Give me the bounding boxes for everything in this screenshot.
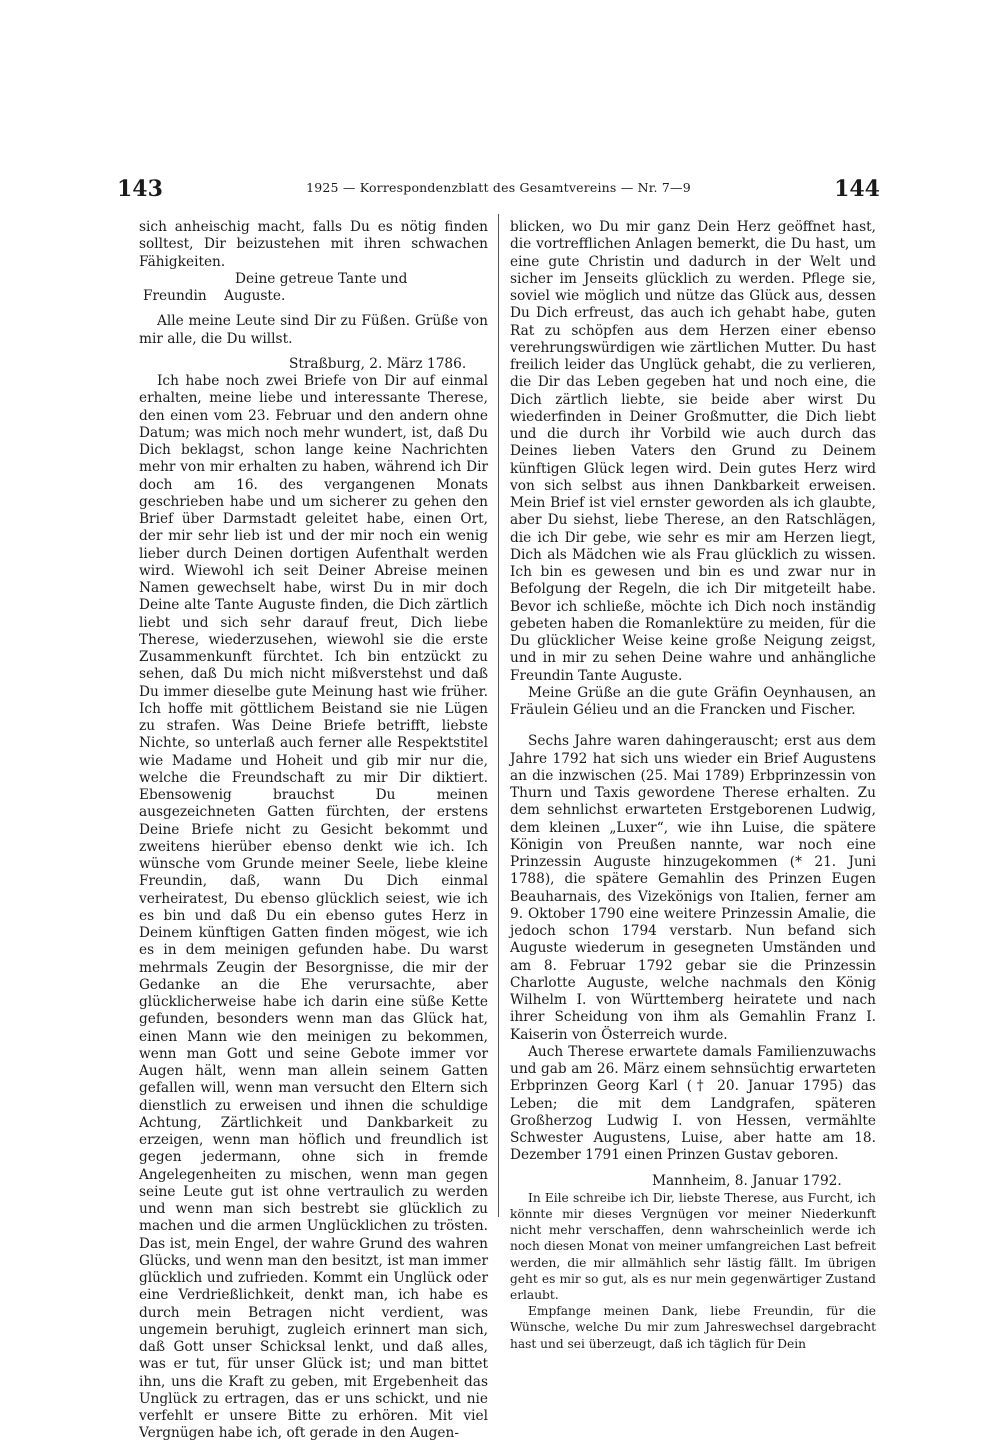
paragraph: Meine Grüße an die gute Gräfin Oeynhausen, an Fräulein Gélieu und an die Francken und Fischer. — [510, 684, 876, 718]
page-number-left: 143 — [117, 176, 163, 202]
running-title: 1925 — Korrespondenzblatt des Gesamtvereins — Nr. 7—9 — [306, 180, 691, 195]
letter-dateline: Straßburg, 2. März 1786. — [289, 355, 467, 372]
column-divider — [498, 214, 499, 1217]
signature-line: Freundin Auguste. — [143, 288, 286, 304]
paragraph: blicken, wo Du mir ganz Dein Herz geöffnet hast, die vortrefflichen Anlagen bemerkt, die Du hast, um eine gute Christin und dadurch in der Welt und sicher im Jenseits glücklich zu werden. Pflege sie, soviel wie möglich und nütze das Glück aus, dessen Du Dich erfreust, das auch ich gehabt habe, guten Rat zu schöpfen aus dem Herzen einer ebenso verehrungswürdigen wie zärtlichen Mutter. Du hast freilich leider das Unglück gehabt, die zu verlieren, die Dir das Leben gegeben hat und noch eine, die Dich zärtlich liebte, sie beide aber wirst Du wiederfinden in Deiner Großmutter, die Dich liebt und die durch ihr Vorbild wie auch durch das Deines lieben Vaters den Grund zu Deinem künftigen Glück legen wird. Dein gutes Herz wird von sich selbst aus ihnen Dankbarkeit erweisen. Mein Brief ist viel ernster geworden als ich glaubte, aber Du siehst, liebe Therese, an den Ratschlägen, die ich Dir gebe, wie sehr es mir am Herzen liegt, Dich als Mädchen wie als Frau glücklich zu wissen. Ich bin es gewesen und bin es und zwar nur in Befolgung der Regeln, die ich Dir mitgeteilt habe. Bevor ich schließe, möchte ich Dich noch inständig gebeten haben die Romanlektüre zu meiden, für die Du glücklicher Weise keine große Neigung zeigst, und in mir zu sehen Deine wahre und anhängliche Freundin Tante Auguste. — [510, 219, 876, 684]
right-column — [510, 219, 876, 1352]
letter-dateline: Mannheim, 8. Januar 1792. — [652, 1172, 842, 1189]
paragraph: Auch Therese erwartete damals Familienzuwachs und gab am 26. März einem sehnsüchtig erwarteten Erbprinzen Georg Karl († 20. Januar 1795) das Leben; die mit dem Landgrafen, späteren Großherzog Ludwig I. von Hessen, vermählte Schwester Augustens, Luise, aber hatte am 18. Dezember 1791 einen Prinzen Gustav geboren. — [510, 1043, 876, 1164]
left-column — [139, 219, 488, 1443]
paragraph: Ich habe noch zwei Briefe von Dir auf einmal erhalten, meine liebe und interessante Therese, den einen vom 23. Februar und den andern ohne Datum; was mich noch mehr wundert, ist, daß Du Dich beklagst, schon lange keine Nachrichten mehr von mir erhalten zu haben, während ich Dir doch am 16. des vergangenen Monats geschrieben habe und um sicherer zu gehen den Brief über Darmstadt geleitet habe, einen Ort, der mir sehr lieb ist und der mir noch ein wenig lieber durch Deinen dortigen Aufenthalt werden wird. Wiewohl ich seit Deiner Abreise meinen Namen gewechselt habe, wirst Du in mir doch Deine alte Tante Auguste finden, die Dich zärtlich liebt und sich sehr darauf freut, Dich liebe Therese, wiederzusehen, wiewohl sie die erste Zusammenkunft fürchtet. Ich bin entzückt zu sehen, daß Du mich nicht mißverstehst und daß Du immer dieselbe gute Meinung hast wie früher. Ich hoffe mit göttlichem Beistand sie nie Lügen zu strafen. Was Deine Briefe betrifft, liebste Nichte, so unterlaß auch ferner alle Respektstitel wie Madame und Hoheit und gib mir nur die, welche die Freundschaft zu mir Dir diktiert. Ebensowenig brauchst Du meinen ausgezeichneten Gatten fürchten, der erstens Deine Briefe nicht zu Gesicht bekommt und zweitens hierüber ebenso denkt wie ich. Ich wünsche vom Grunde meiner Seele, liebe kleine Freundin, daß, wann Du Dich einmal verheiratest, Du ebenso glücklich seiest, wie ich es bin und daß Du ein ebenso gutes Herz in Deinem künftigen Gatten finden mögest, wie ich es in dem meinigen gefunden habe. Du warst mehrmals Zeugin der Besorgnisse, die mir der Gedanke an die Ehe verursachte, aber glücklicherweise habe ich darin eine süße Kette gefunden, besonders wenn man das Glück hat, einen Mann wie den meinigen zu bekommen, wenn man Gott und seine Gebote immer vor Augen hält, wenn man allein seinem Gatten gefallen will, wenn man versucht den Eltern sich dienstlich zu erweisen und ihnen die schuldige Achtung, Zärtlichkeit und Dankbarkeit zu erzeigen, wenn man höflich und freundlich ist gegen jedermann, ohne sich in fremde Angelegenheiten zu mischen, wenn man gegen seine Leute gut ist ohne vertraulich zu werden und wenn man sich bestrebt sie glücklich zu machen und die armen Unglücklichen zu trösten. Das ist, mein Engel, der wahre Grund des wahren Glücks, und wenn man den besitzt, ist man immer glücklich und zufrieden. Kommt ein Unglück oder eine Verdrießlichkeit, denkt man, ich habe es durch mein Betragen nicht verdient, was ungemein beruhigt, zugleich erinnert man sich, daß Gott unser Schicksal lenkt, und daß alles, was er tut, für unser Glück ist; und man bittet ihn, uns die Kraft zu geben, mit Ergebenheit das Unglück zu ertragen, das er uns schickt, und nie verfehlt er unsere Bitte zu erhören. Mit viel Vergnügen habe ich, oft gerade in den Augen- — [139, 373, 488, 1442]
paragraph: In Eile schreibe ich Dir, liebste Therese, aus Furcht, ich könnte mir dieses Vergnügen vor meiner Niederkunft nicht mehr verschaffen, denn wahrscheinlich werde ich noch diesen Monat von meiner umfangreichen Last befreit werden, die mir allmählich sehr lästig fällt. Im übrigen geht es mir so gut, als es nur mein gegenwärtiger Zustand erlaubt. — [510, 1190, 876, 1302]
paragraph: Empfange meinen Dank, liebe Freundin, für die Wünsche, welche Du mir zum Jahreswechsel dargebracht hast und sei überzeugt, daß ich täglich für Dein — [510, 1304, 876, 1351]
paragraph: Alle meine Leute sind Dir zu Füßen. Grüße von mir alle, die Du willst. — [139, 313, 488, 347]
page-number-right: 144 — [834, 176, 880, 202]
signature-line: Deine getreue Tante und — [235, 270, 408, 287]
page-header — [117, 176, 880, 202]
paragraph: sich anheischig macht, falls Du es nötig finden solltest, Dir beizustehen mit ihren schwachen Fähigkeiten. — [139, 219, 488, 270]
paragraph: Sechs Jahre waren dahingerauscht; erst aus dem Jahre 1792 hat sich uns wieder ein Brief Augustens an die inzwischen (25. Mai 1789) Erbprinzessin von Thurn und Taxis gewordene Therese erhalten. Zu dem sehnlichst erwarteten Erstgeborenen Ludwig, dem kleinen „Luxer“, wie ihn Luise, die spätere Königin von Preußen nannte, war noch eine Prinzessin Auguste hinzugekommen (* 21. Juni 1788), die spätere Gemahlin des Prinzen Eugen Beauharnais, des Vizekönigs von Italien, ferner am 9. Oktober 1790 eine weitere Prinzessin Amalie, die jedoch schon 1794 verstarb. Nun befand sich Auguste wiederum in gesegneten Umständen und am 8. Februar 1792 gebar sie die Prinzessin Charlotte Auguste, welche nachmals den König Wilhelm I. von Württemberg heiratete und nach ihrer Scheidung von ihm als Gemahlin Franz I. Kaiserin von Österreich wurde. — [510, 733, 876, 1043]
